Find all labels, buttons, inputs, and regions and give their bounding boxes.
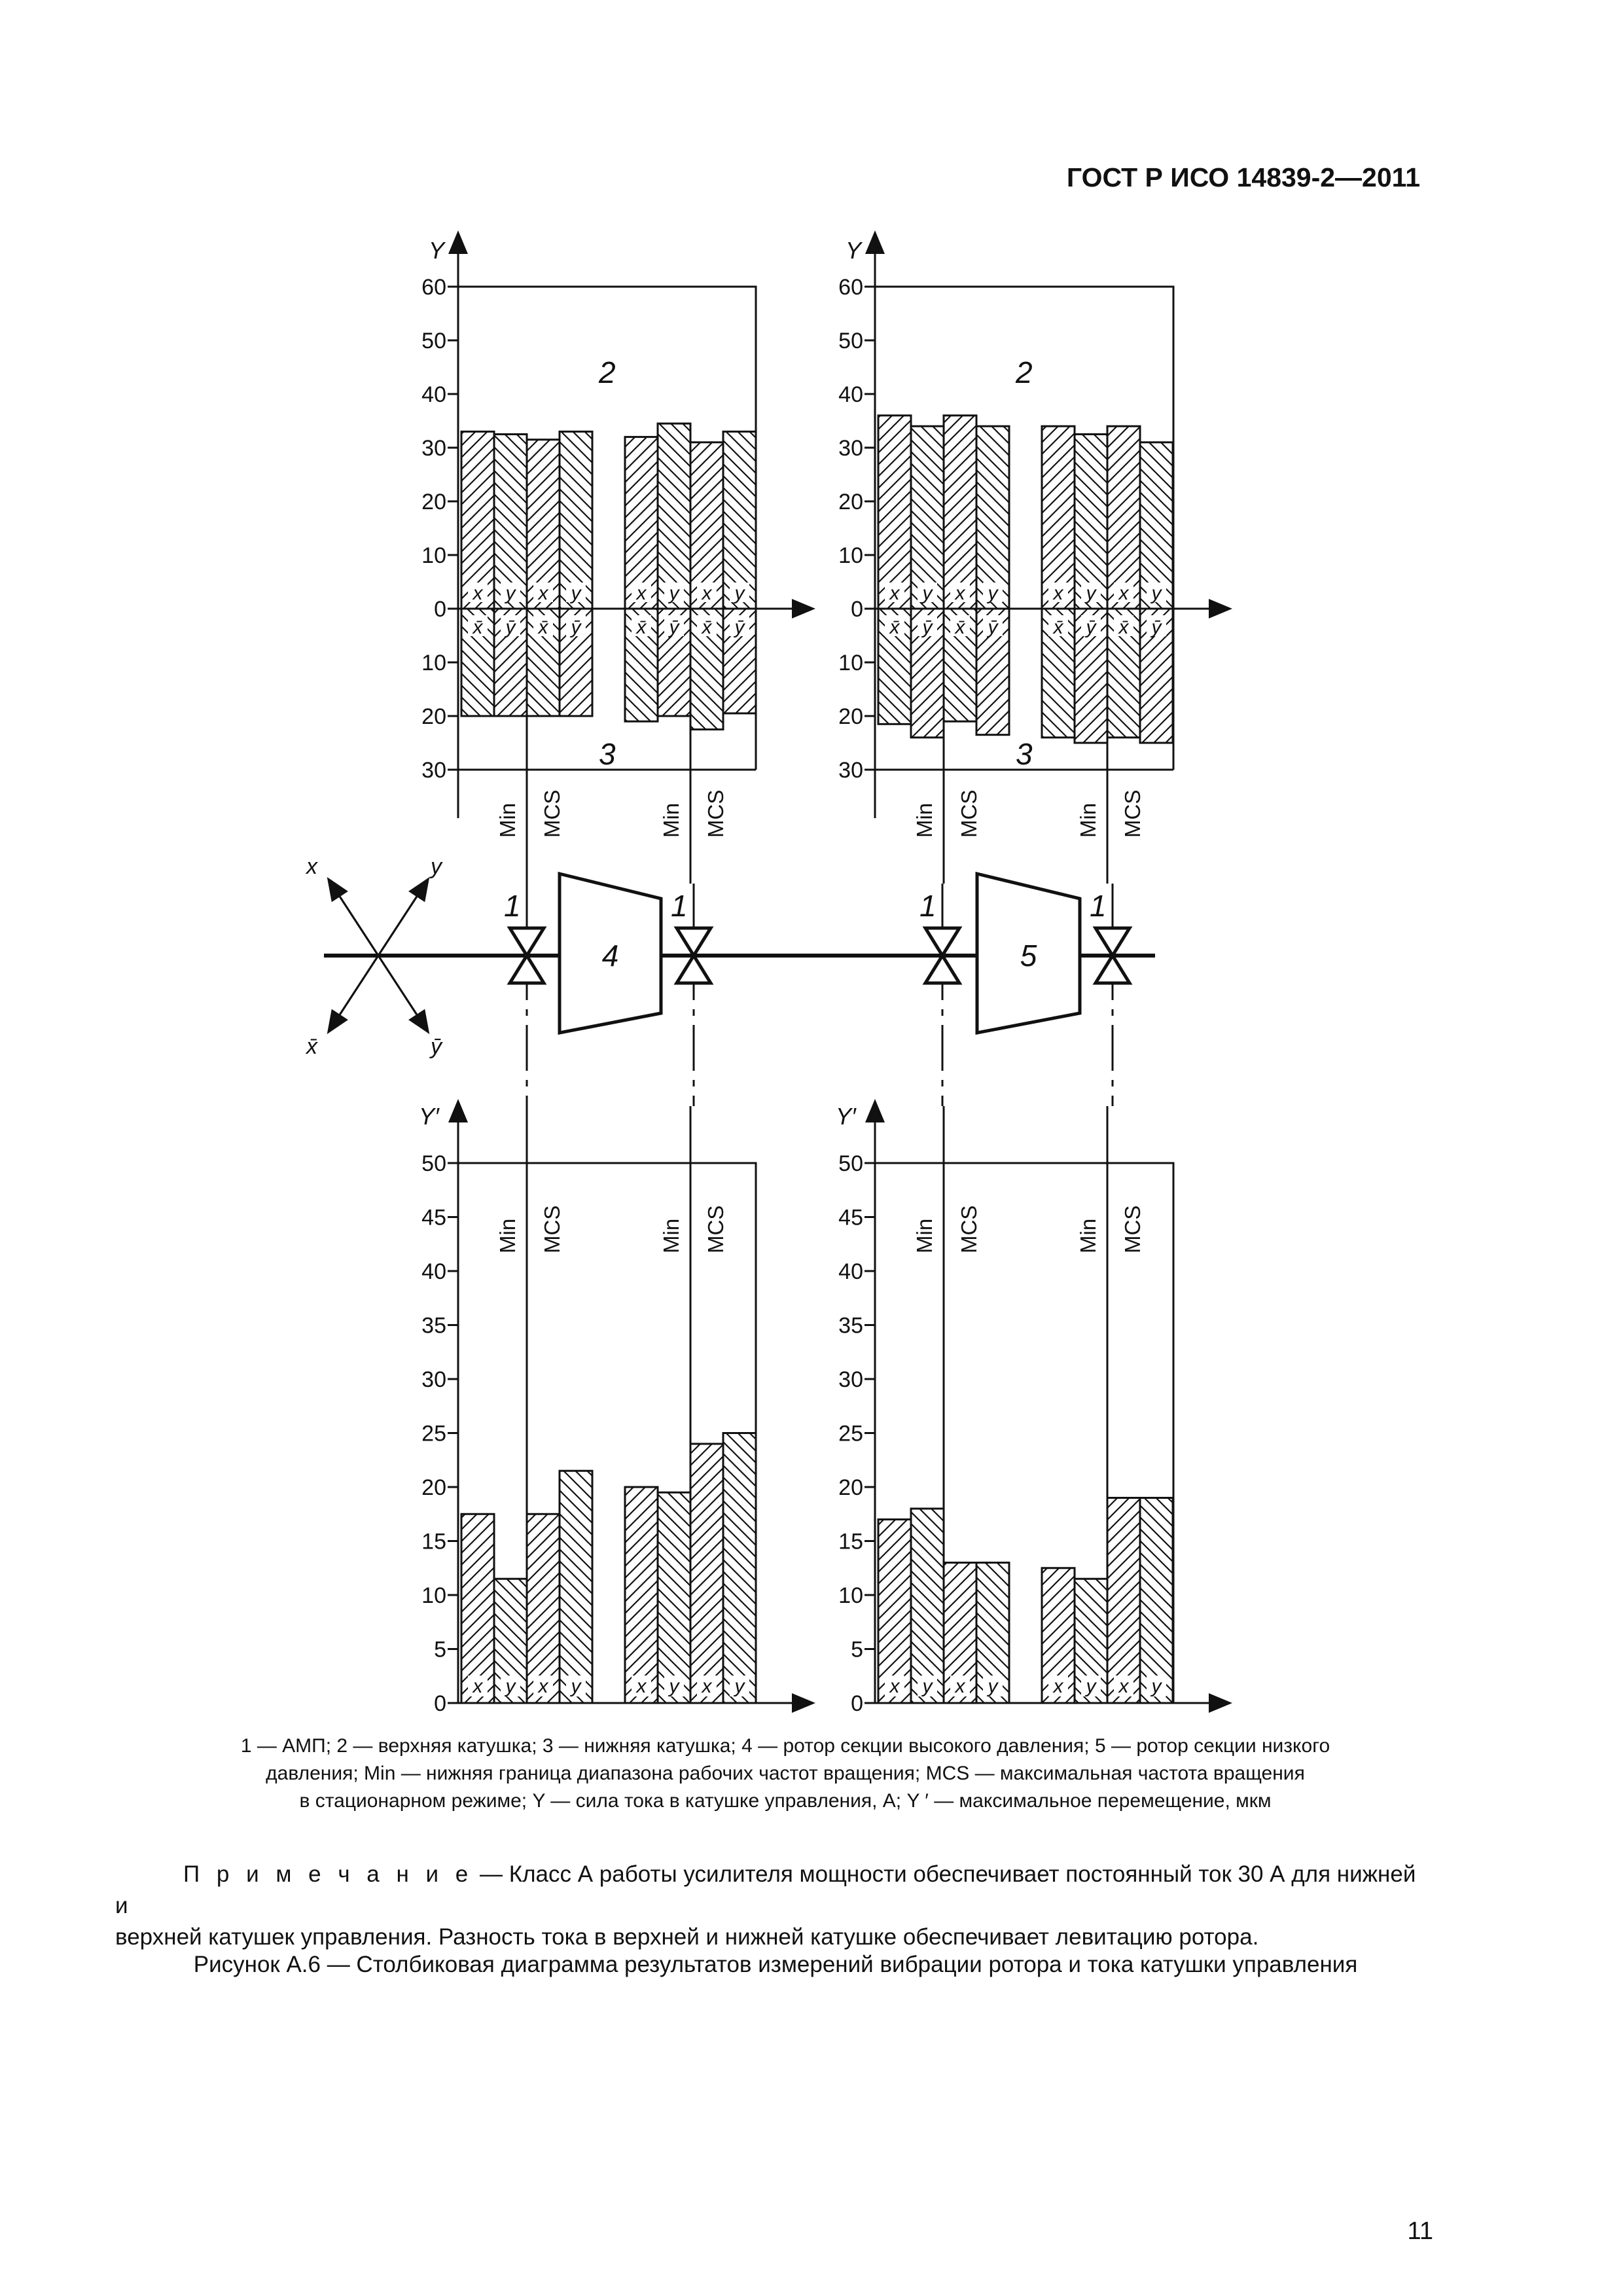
displacement-bar: [461, 1514, 494, 1703]
current-chart-4: [421, 234, 812, 884]
y-tick-label: 0: [851, 1691, 863, 1715]
mcs-label: MCS: [1120, 1205, 1145, 1253]
min-label: Min: [495, 802, 520, 838]
mcs-label: MCS: [704, 1205, 728, 1253]
bar-label-bottom: x̄: [636, 617, 647, 638]
y-tick-label: 10: [421, 651, 446, 675]
y-axis-label: Y: [429, 237, 445, 264]
y-tick-label: 40: [838, 382, 863, 407]
y-tick-label: 30: [421, 436, 446, 461]
bar-label-top: x: [636, 583, 647, 604]
y-axis-label: Y: [846, 237, 862, 264]
bar-label: x: [636, 1676, 647, 1697]
y-tick-label: 45: [421, 1205, 446, 1230]
y-tick-label: 50: [838, 329, 863, 353]
bar-label-top: y: [1151, 583, 1162, 604]
y-tick-label: 20: [838, 1475, 863, 1500]
amb-label: 1: [504, 889, 521, 923]
bar-label-bottom: x̄: [473, 617, 483, 638]
displacement-bar: [1107, 1498, 1140, 1704]
bar-label: x: [473, 1676, 483, 1697]
bar-label-top: y: [571, 583, 581, 604]
bar-label: x: [889, 1676, 900, 1697]
min-label: Min: [1076, 1218, 1100, 1253]
y-tick-label: 60: [421, 275, 446, 300]
legend-line-3: в стационарном режиме; Y — сила тока в катушке управления, А; Y ′ — максимальное перемещение, мкм: [299, 1790, 1272, 1812]
bar-label: x: [702, 1676, 712, 1697]
bar-label-top: x: [1053, 583, 1063, 604]
displacement-chart-4: [419, 1103, 812, 1715]
bar-label-top: y: [505, 583, 516, 604]
mcs-label: MCS: [957, 1205, 981, 1253]
displacement-chart-5: [836, 1103, 1228, 1715]
y-tick-label: 30: [421, 758, 446, 783]
note-prefix: П р и м е ч а н и е: [183, 1861, 474, 1887]
bar-label: y: [669, 1676, 679, 1697]
bar-label: y: [1151, 1676, 1162, 1697]
y-tick-label: 15: [421, 1529, 446, 1554]
y-tick-label: 60: [838, 275, 863, 300]
bar-label-bottom: ȳ: [988, 617, 998, 638]
min-label: Min: [912, 1218, 936, 1253]
upper-coil-bar: [878, 416, 911, 609]
y-tick-label: 30: [838, 758, 863, 783]
amb-label: 1: [1090, 889, 1107, 923]
bar-label-top: y: [988, 583, 998, 604]
y-tick-label: 5: [851, 1637, 863, 1662]
y-tick-label: 30: [838, 1367, 863, 1392]
y-tick-label: 10: [421, 1583, 446, 1608]
y-tick-label: 20: [421, 1475, 446, 1500]
y-tick-label: 50: [421, 1151, 446, 1176]
bar-label-top: x: [889, 583, 900, 604]
bar-label: y: [505, 1676, 516, 1697]
note-line-2: верхней катушек управления. Разность тока в верхней и нижней катушке обеспечивает левитацию ротора.: [115, 1924, 1259, 1950]
y-tick-label: 20: [838, 490, 863, 514]
bar-label-top: x: [538, 583, 548, 604]
bar-label: x: [955, 1676, 965, 1697]
bar-label-top: y: [669, 583, 679, 604]
bar-label-bottom: x̄: [889, 617, 900, 638]
bar-label: x: [1118, 1676, 1129, 1697]
upper-coil-bar: [944, 416, 976, 609]
lp-rotor-label: 5: [1020, 939, 1037, 973]
bar-label-top: x: [955, 583, 965, 604]
y-tick-label: 10: [838, 1583, 863, 1608]
bar-label: y: [988, 1676, 998, 1697]
y-axis-label: Y′: [836, 1103, 856, 1130]
bar-label-bottom: x̄: [1118, 617, 1129, 638]
displacement-bar: [658, 1492, 690, 1703]
displacement-bar: [527, 1514, 560, 1703]
legend-line-1: 1 — АМП; 2 — верхняя катушка; 3 — нижняя катушка; 4 — ротор секции высокого давления; 5 — ротор секции низкого: [240, 1735, 1330, 1757]
y-tick-label: 35: [421, 1313, 446, 1338]
figure-note: [115, 1859, 1431, 1953]
bar-label-bottom: ȳ: [669, 617, 679, 638]
y-tick-label: 10: [421, 543, 446, 568]
bar-label-bottom: ȳ: [922, 617, 933, 638]
xbar-direction-label: x̄: [306, 1034, 317, 1059]
bar-label: y: [571, 1676, 581, 1697]
y-tick-label: 35: [838, 1313, 863, 1338]
displacement-bar: [1140, 1498, 1173, 1704]
upper-coil-label: 2: [599, 355, 616, 389]
mcs-label: MCS: [1120, 789, 1145, 838]
legend-line-2: давления; Min — нижняя граница диапазона рабочих частот вращения; MCS — максимальная частота вращения: [266, 1763, 1305, 1784]
amb-label: 1: [919, 889, 936, 923]
y-tick-label: 50: [421, 329, 446, 353]
bar-label-bottom: ȳ: [571, 617, 581, 638]
displacement-bar: [911, 1509, 944, 1703]
ybar-direction-label: ȳ: [431, 1034, 442, 1059]
y-tick-label: 20: [838, 704, 863, 729]
bar-label-bottom: x̄: [538, 617, 548, 638]
y-tick-label: 40: [838, 1259, 863, 1284]
bar-label: y: [922, 1676, 933, 1697]
mcs-label: MCS: [957, 789, 981, 838]
page-number: 11: [1407, 2217, 1433, 2245]
lower-coil-label: 3: [1016, 737, 1033, 771]
lower-coil-label: 3: [599, 737, 616, 771]
bar-label-top: y: [734, 583, 745, 604]
displacement-bar: [723, 1433, 756, 1704]
bar-label-top: x: [702, 583, 712, 604]
upper-coil-label: 2: [1016, 355, 1033, 389]
y-tick-label: 15: [838, 1529, 863, 1554]
displacement-bar: [625, 1487, 658, 1703]
y-tick-label: 25: [421, 1421, 446, 1446]
bar-label-bottom: ȳ: [1151, 617, 1162, 638]
note-text-1: — Класс А работы усилителя мощности обеспечивает постоянный ток 30 А для нижней и: [115, 1861, 1416, 1918]
y-tick-label: 40: [421, 382, 446, 407]
displacement-bar: [690, 1444, 723, 1703]
upper-coil-bar: [911, 426, 944, 609]
bar-label-top: y: [1086, 583, 1096, 604]
upper-coil-bar: [1107, 426, 1140, 609]
y-tick-label: 25: [838, 1421, 863, 1446]
y-tick-label: 45: [838, 1205, 863, 1230]
note-line-1: [115, 1859, 1431, 1922]
bar-label: x: [1053, 1676, 1063, 1697]
y-axis-label: Y′: [419, 1103, 439, 1130]
bar-label-top: x: [1118, 583, 1129, 604]
min-label: Min: [495, 1218, 520, 1253]
y-tick-label: 30: [838, 436, 863, 461]
min-label: Min: [1076, 802, 1100, 838]
y-tick-label: 0: [434, 1691, 446, 1715]
y-tick-label: 5: [434, 1637, 446, 1662]
bar-label: y: [1086, 1676, 1096, 1697]
bar-label-bottom: ȳ: [505, 617, 516, 638]
y-tick-label: 40: [421, 1259, 446, 1284]
bar-label: y: [734, 1676, 745, 1697]
bar-label-top: x: [473, 583, 483, 604]
mcs-label: MCS: [540, 789, 564, 838]
y-tick-label: 20: [421, 704, 446, 729]
upper-coil-bar: [658, 423, 690, 609]
figure-legend: [118, 1732, 1453, 1815]
min-label: Min: [912, 802, 936, 838]
y-tick-label: 10: [838, 543, 863, 568]
y-tick-label: 0: [434, 597, 446, 622]
mcs-label: MCS: [540, 1205, 564, 1253]
document-header: ГОСТ Р ИСО 14839-2—2011: [1066, 162, 1420, 192]
displacement-bar: [560, 1471, 592, 1703]
min-label: Min: [659, 802, 683, 838]
bar-label-bottom: ȳ: [734, 617, 745, 638]
bar-label-top: y: [922, 583, 933, 604]
upper-coil-bar: [1042, 426, 1075, 609]
y-tick-label: 10: [838, 651, 863, 675]
bar-label: x: [538, 1676, 548, 1697]
upper-coil-bar: [976, 426, 1009, 609]
y-tick-label: 20: [421, 490, 446, 514]
rotor-schematic: [305, 854, 1155, 1106]
bar-label-bottom: x̄: [955, 617, 965, 638]
min-label: Min: [659, 1218, 683, 1253]
y-tick-label: 30: [421, 1367, 446, 1392]
hp-rotor-label: 4: [601, 939, 619, 973]
bar-label-bottom: ȳ: [1086, 617, 1096, 638]
y-tick-label: 50: [838, 1151, 863, 1176]
y-direction-label: y: [431, 854, 442, 879]
amb-label: 1: [671, 889, 688, 923]
bar-label-bottom: x̄: [702, 617, 712, 638]
current-chart-5: [838, 234, 1228, 884]
y-tick-label: 0: [851, 597, 863, 622]
figure-caption: Рисунок А.6 — Столбиковая диаграмма результатов измерений вибрации ротора и тока катушки управления: [193, 1952, 1358, 1977]
x-direction-label: x: [306, 854, 317, 879]
mcs-label: MCS: [704, 789, 728, 838]
bar-label-bottom: x̄: [1053, 617, 1063, 638]
